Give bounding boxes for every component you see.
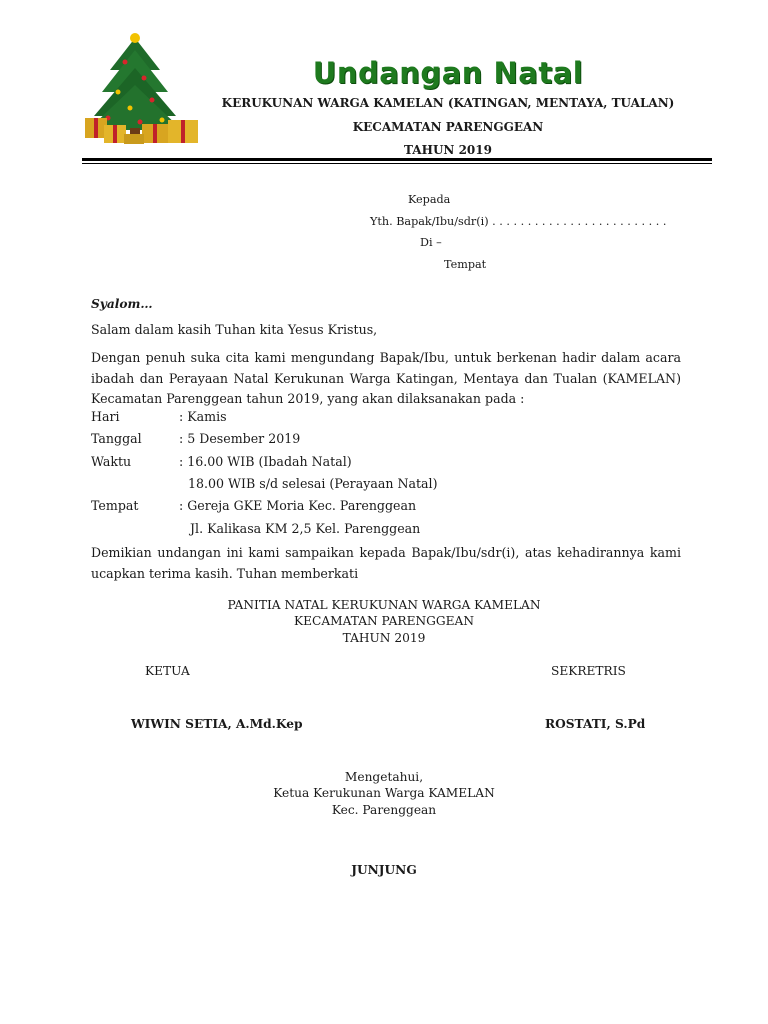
secretary-label: SEKRETRIS — [551, 664, 626, 678]
acknowledged-title: Ketua Kerukunan Warga KAMELAN — [273, 786, 495, 800]
district-name: KECAMATAN PARENGGEAN — [352, 120, 544, 134]
time-label: Waktu — [91, 454, 132, 469]
chair-label: KETUA — [145, 664, 190, 678]
address-di: Di – — [420, 236, 442, 249]
secretary-name: ROSTATI, S.Pd — [545, 717, 646, 731]
greeting: Syalom… — [91, 297, 153, 311]
date-value: : 5 Desember 2019 — [179, 431, 301, 446]
day-label: Hari — [91, 409, 120, 424]
chair-name: WIWIN SETIA, A.Md.Kep — [131, 717, 303, 731]
address-recipient: Yth. Bapak/Ibu/sdr(i) . . . . . . . . . . . . . . . . . . . . . . . . . — [370, 215, 667, 228]
time-value-2: 18.00 WIB s/d selesai (Perayaan Natal) — [188, 476, 438, 491]
address-kepada: Kepada — [408, 193, 451, 206]
committee-district: KECAMATAN PARENGGEAN — [294, 614, 474, 628]
place-value-2: Jl. Kalikasa KM 2,5 Kel. Parenggean — [190, 521, 421, 536]
place-label: Tempat — [91, 498, 139, 513]
time-value-1: : 16.00 WIB (Ibadah Natal) — [179, 454, 352, 469]
committee-name: PANITIA NATAL KERUKUNAN WARGA KAMELAN — [227, 598, 541, 612]
acknowledged-name: JUNJUNG — [351, 863, 417, 877]
date-label: Tanggal — [91, 431, 142, 446]
acknowledged-district: Kec. Parenggean — [331, 803, 437, 817]
address-tempat: Tempat — [444, 258, 487, 271]
invitation-title: Undangan Natal — [312, 56, 584, 90]
salutation: Salam dalam kasih Tuhan kita Yesus Kristus, — [91, 322, 378, 337]
header-divider — [82, 158, 712, 161]
day-value: : Kamis — [179, 409, 227, 424]
intro-paragraph: Dengan penuh suka cita kami mengundang Bapak/Ibu, untuk berkenan hadir dalam acara ibadah dan Perayaan Natal Kerukunan Warga Katingan, Mentaya dan Tualan (KAMELAN) Kecamatan Parenggean tahun 2019, yang akan dilaksanakan pada : — [91, 350, 681, 406]
header-divider-thin — [82, 163, 712, 164]
organization-name: KERUKUNAN WARGA KAMELAN (KATINGAN, MENTAYA, TUALAN) — [221, 96, 675, 110]
acknowledged-label: Mengetahui, — [344, 770, 424, 784]
header-year: TAHUN 2019 — [404, 143, 492, 157]
committee-year: TAHUN 2019 — [342, 631, 426, 645]
closing-paragraph: Demikian undangan ini kami sampaikan kepada Bapak/Ibu/sdr(i), atas kehadirannya kami ucapkan terima kasih. Tuhan memberkati — [91, 545, 681, 581]
place-value-1: : Gereja GKE Moria Kec. Parenggean — [179, 498, 417, 513]
